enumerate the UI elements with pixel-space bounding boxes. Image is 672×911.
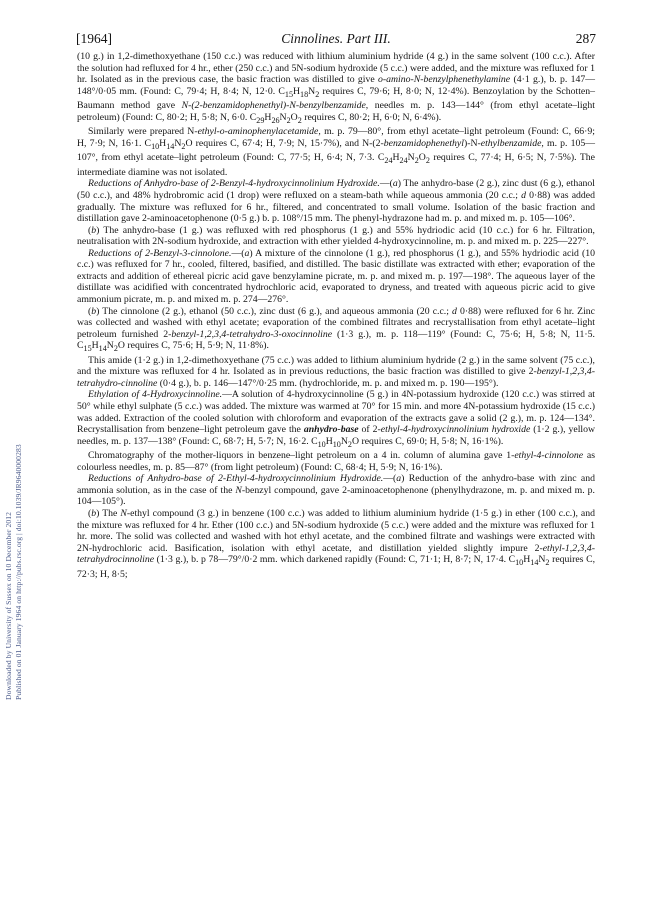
paragraph-1: (10 g.) in 1,2-dimethoxyethane (150 c.c.) was reduced with lithium aluminium hydride (4 g.) in the same solvent (100 c.c.). After the solution had refluxed for 4 hr., ether (250 c.c.) and 5N-sodium hydroxide (5 c.c.) were added, and the mixture was refluxed for 1 hr. Isolated as in the previous case, the basic fraction was distilled to give o-amino-N-benzylphenethylamine (4·1 g.), b. p. 147—148°/0·05 mm. (Found: C, 79·4; H, 8·4; N, 12·0. $C_{15}H_{18}N_2$ requires C, 79·6; H, 8·0; N, 12·4%). Benzoylation by the Schotten–Baumann method gave N-(2-benzamidophenethyl)-N-benzylbenzamide, needles m. p. 143—144° (from ethyl acetate–light petroleum) (Found: C, 80·2; H, 5·8; N, 6·0. $C_{29}H_{26}N_2O_2$ requires C, 80·2; H, 6·0; N, 6·4%). (77, 51, 595, 125)
paragraph-10: Reductions of Anhydro-base of 2-Ethyl-4-hydroxycinnolinium Hydroxide.—(a) Reduction of the anhydro-base with zinc and ammonia solution, as in the case of the N-benzyl compound, gave 2-aminoacetophenone (phenylhydrazone, m. p. and mixed m. p. 104—105°). (77, 473, 596, 508)
paragraph-2: Similarly were prepared N-ethyl-o-aminophenylacetamide, m. p. 79—80°, from ethyl acetate–light petroleum (Found: C, 66·9; H, 7·9; N, 16·1. $C_{10}H_{14}N_2O$ requires C, 67·4; H, 7·9; N, 15·7%), and N-(2-benzamidophenethyl)-N-ethylbenzamide, m. p. 105—107°, from ethyl acetate–light petroleum (Found: C, 77·5; H, 6·4; N, 7·3. $C_{24}H_{24}N_2O_2$ requires C, 77·4; H, 6·5; N, 7·5%). The intermediate diamine was not isolated. (77, 126, 596, 178)
journal-year: [1964] (76, 31, 112, 46)
paragraph-5: Reductions of 2-Benzyl-3-cinnolone.—(a) A mixture of the cinnolone (1 g.), red phosphorus (1 g.), and 55% hydriodic acid (10 c.c.) was refluxed for 7 hr., cooled, filtered, basified, and distilled. The basic distillate was extracted with ether; evaporation of the extracts and addition of ethereal picric acid gave benzylamine picrate, m. p. and mixed m. p. 197—198°. The aqueous layer of the distillate was acidified with concentrated hydrochloric acid, evaporated to dryness, and treated with aqueous picric acid to give ammonium picrate, m. p. and mixed m. p. 274—276°. (77, 247, 595, 305)
page-number: 287 (575, 31, 596, 46)
paragraph-4: (b) The anhydro-base (1 g.) was refluxed with red phosphorus (1 g.) and 55% hydriodic acid (10 c.c.) for 6 hr. Filtration, neutralisation with 2N-sodium hydroxide, and extraction with ether yielded 4-hydroxycinnoline, m. p. and mixed m. p. 225—227°. (77, 224, 595, 248)
article-body (77, 51, 595, 580)
paragraph-9: Chromatography of the mother-liquors in benzene–light petroleum on a 4 in. column of alumina gave 1-ethyl-4-cinnolone as colourless needles, m. p. 85—87° (from light petroleum) (Found: C, 68·4; H, 5·9; N, 16·1%). (77, 450, 595, 473)
paragraph-8: Ethylation of 4-Hydroxycinnoline.—A solution of 4-hydroxycinnoline (5 g.) in 4N-potassium hydroxide (120 c.c.) was stirred at 50° while ethyl sulphate (5 c.c.) was added. The mixture was warmed at 70° for 15 min. and more 4N-potassium hydroxide (15 c.c.) was added. Extraction of the cooled solution with chloroform and evaporation of the extracts gave a solid (2 g.), m. p. 124—134°. Recrystallisation from benzene–light petroleum gave the anhydro-base of 2-ethyl-4-hydroxycinnolinium hydroxide (1·2 g.), yellow needles, m. p. 137—138° (Found: C, 68·7; H, 5·7; N, 16·2. $C_{10}H_{10}N_2O$ requires C, 69·0; H, 5·8; N, 16·1%). (77, 389, 596, 449)
running-title: Cinnolines. Part III. (281, 31, 391, 46)
paragraph-11: (b) The N-ethyl compound (3 g.) in benzene (100 c.c.) was added to lithium aluminium hydride (1·5 g.) in ether (100 c.c.), and the mixture was refluxed for 4 hr. Ether (100 c.c.) and 5N-sodium hydroxide (5 c.c.) were added and the mixture was refluxed for 1 hr. more. The solid was collected and washed with hot ethyl acetate, and the combined filtrate and washings were extracted with 2N-hydrochloric acid. Basification, isolation with ethyl acetate, and distillation yielded slightly impure 2-ethyl-1,2,3,4-tetrahydrocinnoline (1·3 g.), b. p 78—79°/0·2 mm. which darkened rapidly (Found: C, 71·1; H, 8·7; N, 17·4. $C_{10}H_{14}N_2$ requires C, 72·3; H, 8·5; (77, 508, 596, 580)
paragraph-3: Reductions of Anhydro-base of 2-Benzyl-4-hydroxycinnolinium Hydroxide.—(a) The anhydro-base (2 g.), zinc dust (6 g.), ethanol (50 c.c.), and 48% hydrobromic acid (1 drop) were refluxed on a steam-bath while aqueous ammonia (20 c.c.; d 0·88) was added gradually. The mixture was refluxed for 6 hr., filtered, and concentrated to small volume. Isolation of the basic fraction and distillation gave 2-aminoacetophenone (0·5 g.) b. p. 108°/15 mm. The phenyl-hydrazone had m. p. and mixed m. p. 105—106°. (77, 178, 595, 225)
paragraph-6: (b) The cinnolone (2 g.), ethanol (50 c.c.), zinc dust (6 g.), and aqueous ammonia (20 c.c.; d 0·88) were refluxed for 6 hr. Zinc was collected and washed with ethyl acetate; evaporation of the combined filtrates and recrystallisation from ethyl acetate–light petroleum furnished 2-benzyl-1,2,3,4-tetrahydro-3-oxocinnoline (1·3 g.), m. p. 118—119° (Found: C, 75·6; H, 5·8; N, 11·5. $C_{15}H_{14}N_2O$ requires C, 75·6; H, 5·9; N, 11·8%). (77, 305, 595, 354)
download-watermark (0, 0, 32, 911)
download-notice: Downloaded by University of Sussex on 10 December 2012 (4, 511, 13, 700)
page-header (76, 31, 596, 49)
doi-notice: Published on 01 January 1964 on http://pubs.rsc.org | doi:10.1039/JR9640000283 (14, 444, 23, 700)
paragraph-7: This amide (1·2 g.) in 1,2-dimethoxyethane (75 c.c.) was added to lithium aluminium hydride (2 g.) in the same solvent (75 c.c.), and the mixture was refluxed for 4 hr. Isolated as in previous reductions, the basic fraction was distilled to give 2-benzyl-1,2,3,4-tetrahydro-cinnoline (0·4 g.), b. p. 146—147°/0·25 mm. (hydrochloride, m. p. and mixed m. p. 190—195°). (77, 354, 595, 389)
